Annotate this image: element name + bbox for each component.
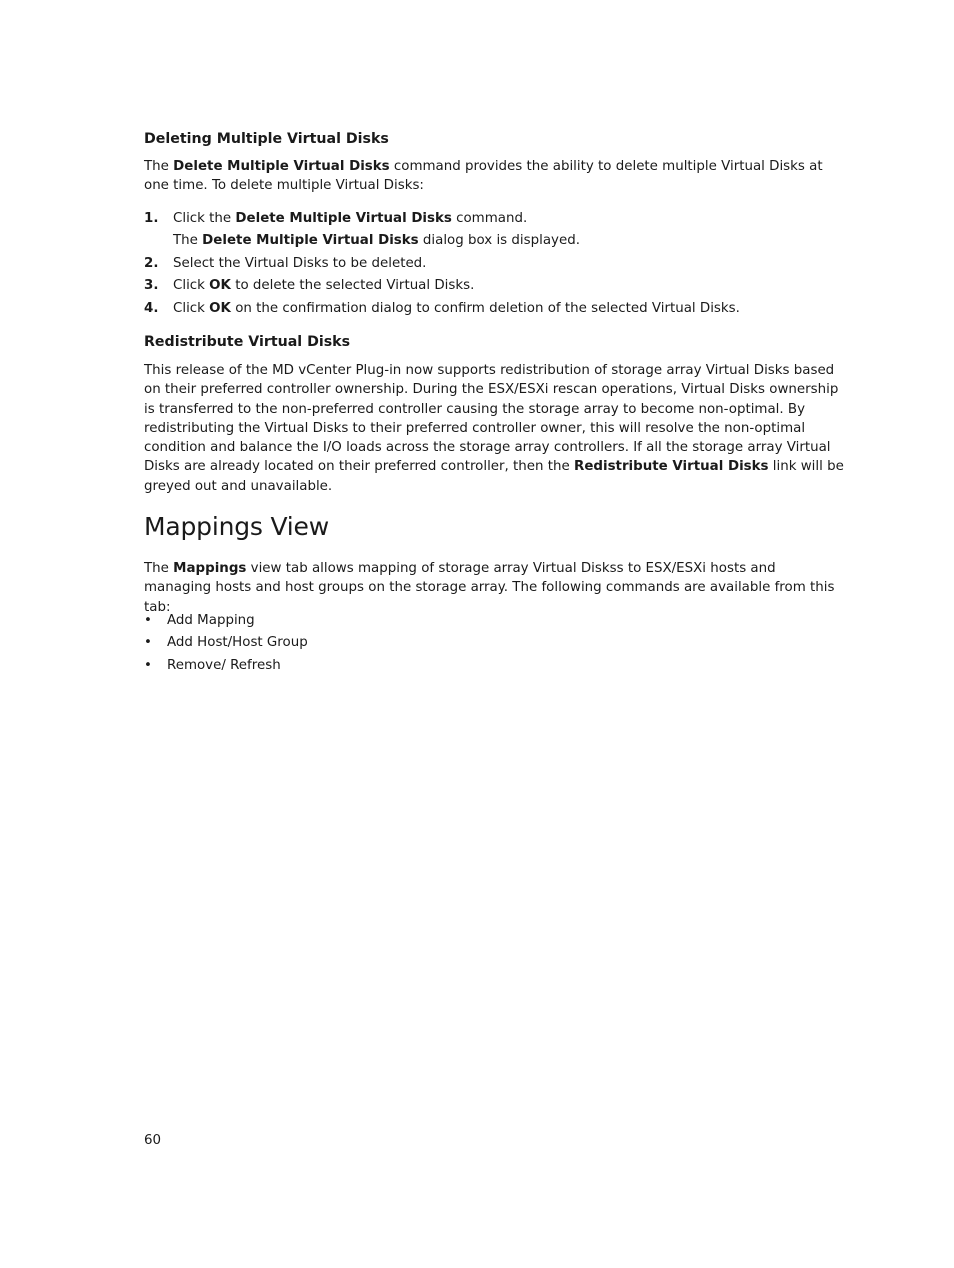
- mappings-commands-list: [144, 611, 308, 675]
- list-item: • Add Host/Host Group: [144, 635, 308, 650]
- bullet-icon: •: [144, 635, 152, 650]
- bullet-icon: •: [144, 613, 152, 628]
- heading-deleting-multiple-virtual-disks: Deleting Multiple Virtual Disks: [144, 131, 389, 147]
- list-item: • Remove/ Refresh: [144, 658, 281, 673]
- list-item: • Add Mapping: [144, 613, 255, 628]
- paragraph-redistribute: This release of the MD vCenter Plug-in now supports redistribution of storage array Virtual Disks based on their preferred controller ownership. During the ESX/ESXi rescan operations, Virtual Disks ownership is transferred to the non-preferred controller causing the storage array to become non-optimal. By redistributing the Virtual Disks to their preferred controller owner, this will resolve the non-optimal condition and balance the I/O loads across the storage array controllers. If all the storage array Virtual Disks are already located on their preferred controller, then the Redistribute Virtual Disks link will be greyed out and unavailable.: [144, 363, 844, 494]
- heading-redistribute-virtual-disks: Redistribute Virtual Disks: [144, 334, 351, 350]
- step-item: 2. Select the Virtual Disks to be deleted.: [144, 256, 427, 271]
- step-item: 4. Click OK on the confirmation dialog to confirm deletion of the selected Virtual Disks.: [144, 301, 740, 316]
- step-result: The Delete Multiple Virtual Disks dialog box is displayed.: [173, 233, 580, 248]
- paragraph-delete-intro: The Delete Multiple Virtual Disks command provides the ability to delete multiple Virtual Disks at one time. To delete multiple Virtual Disks:: [144, 159, 823, 194]
- heading-mappings-view: Mappings View: [144, 512, 329, 541]
- step-item: 3. Click OK to delete the selected Virtual Disks.: [144, 278, 475, 293]
- bullet-icon: •: [144, 658, 152, 673]
- delete-steps-list: [144, 209, 844, 318]
- page-number: 60: [144, 1133, 162, 1148]
- paragraph-mappings-intro: The Mappings view tab allows mapping of storage array Virtual Diskss to ESX/ESXi hosts and managing hosts and host groups on the storage array. The following commands are available from this tab:: [144, 561, 835, 615]
- step-item: 1. Click the Delete Multiple Virtual Disks command. The Delete Multiple Virtual Disks dialog box is displayed.: [144, 209, 844, 250]
